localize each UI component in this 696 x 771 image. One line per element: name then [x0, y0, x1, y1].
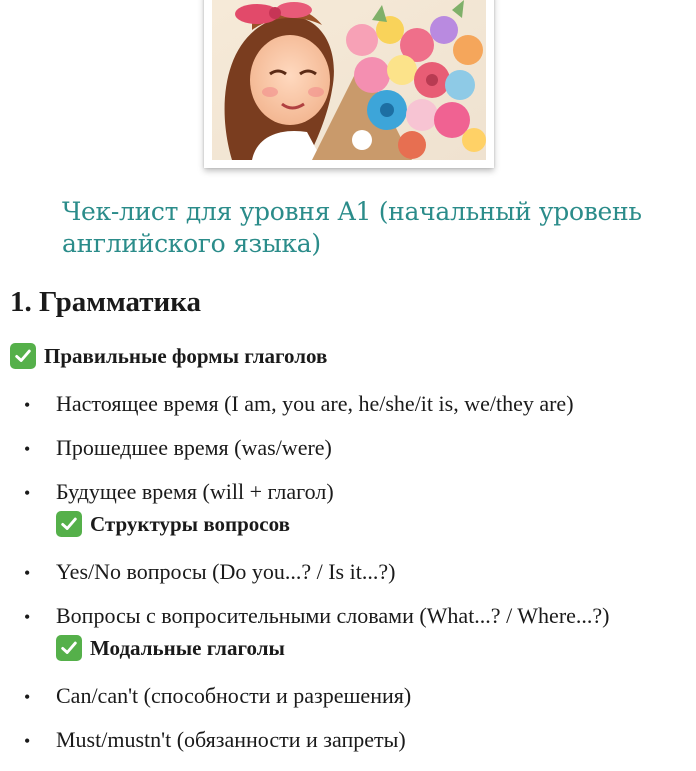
group-heading-label: Правильные формы глаголов: [44, 344, 328, 368]
list-item: [24, 390, 574, 419]
group-heading-modal-verbs: [56, 634, 285, 662]
bullet: •: [24, 687, 31, 707]
group-heading-label: Структуры вопросов: [90, 512, 290, 536]
list-item: [24, 434, 332, 463]
bullet: •: [24, 395, 31, 415]
check-mark-icon: [56, 635, 82, 661]
group-heading-verb-forms: [10, 342, 327, 370]
list-item-text: Прошедшее время (was/were): [56, 435, 332, 460]
list-item: [24, 558, 395, 587]
list-item-text: Настоящее время (I am, you are, he/she/it is, we/they are): [56, 391, 574, 416]
bullet: •: [24, 731, 31, 751]
list-item-text: Вопросы с вопросительными словами (What...? / Where...?): [56, 603, 610, 628]
hero-image-frame: [204, 0, 494, 168]
list-item: [24, 602, 610, 631]
group-heading-label: Модальные глаголы: [90, 636, 285, 660]
list-item: [24, 726, 406, 755]
list-item: [24, 682, 411, 711]
list-item-text: Must/mustn't (обязанности и запреты): [56, 727, 406, 752]
check-mark-icon: [10, 343, 36, 369]
bullet: •: [24, 439, 31, 459]
bullet: •: [24, 563, 31, 583]
section-title: 1. Грамматика: [10, 286, 202, 318]
group-heading-question-structures: [56, 510, 290, 538]
list-item-text: Yes/No вопросы (Do you...? / Is it...?): [56, 559, 396, 584]
checklist-subtitle: Чек-лист для уровня A1 (начальный уровень английского языка): [62, 197, 642, 258]
list-item: [24, 478, 334, 507]
girl-with-flowers-illustration-icon: [212, 0, 486, 160]
check-mark-icon: [56, 511, 82, 537]
bullet: •: [24, 483, 31, 503]
list-item-text: Can/can't (способности и разрешения): [56, 683, 412, 708]
bullet: •: [24, 607, 31, 627]
list-item-text: Будущее время (will + глагол): [56, 479, 334, 504]
